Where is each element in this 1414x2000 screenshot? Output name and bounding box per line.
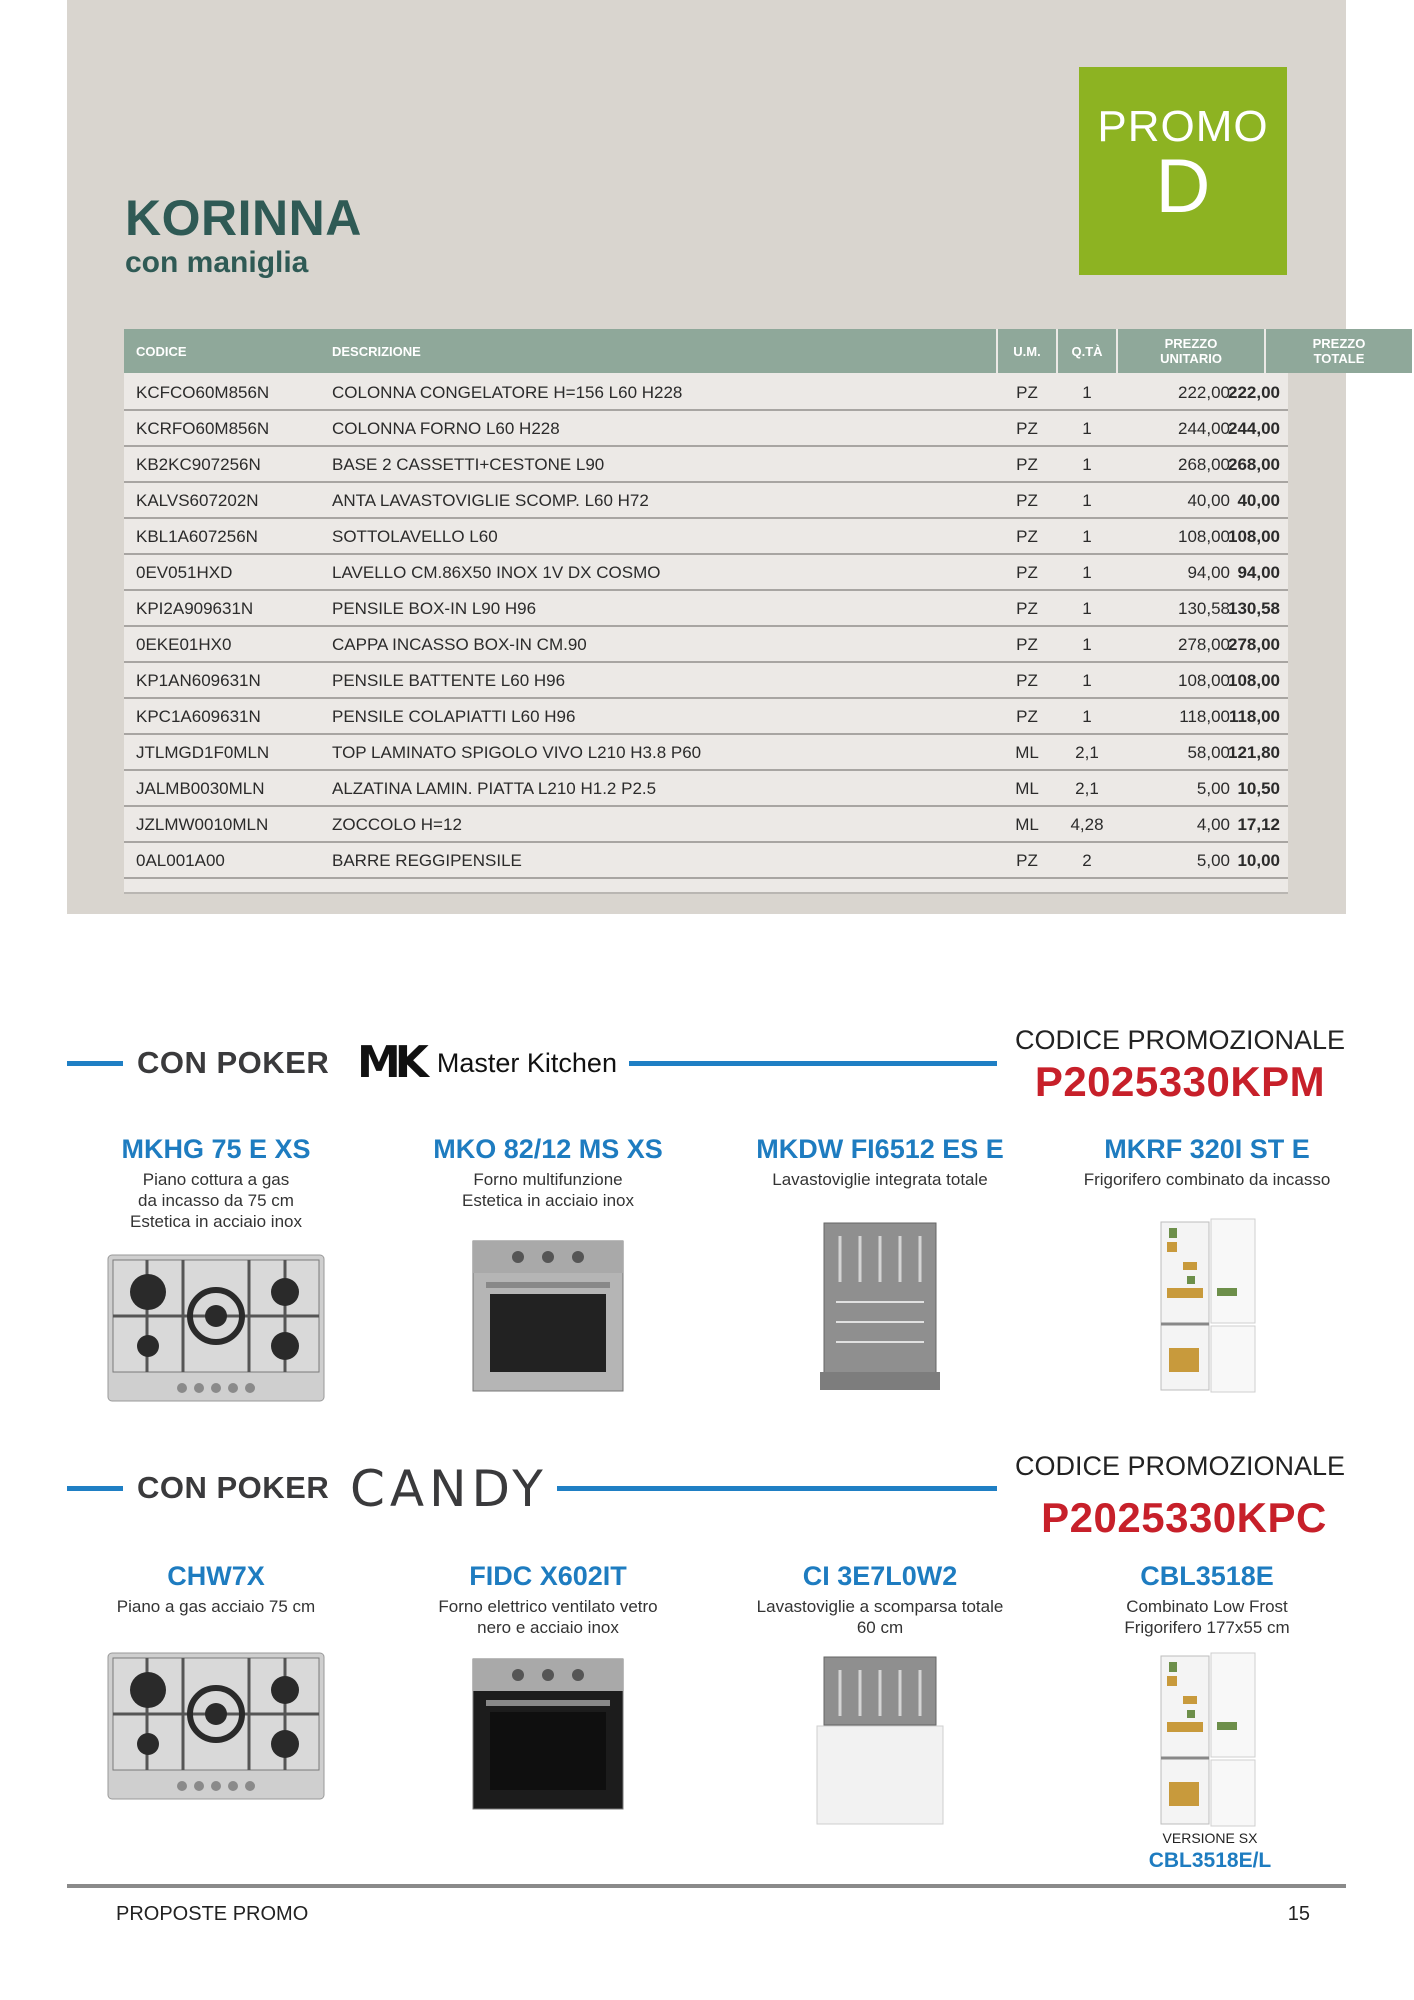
col-header-prezzo-unitario-label: PREZZO UNITARIO — [1160, 336, 1222, 366]
table-row — [124, 375, 1288, 411]
oven-icon — [472, 1240, 624, 1392]
cell-um: PZ — [1016, 851, 1038, 870]
cell-codice: KCRFO60M856N — [136, 419, 270, 438]
product-description — [61, 1596, 371, 1617]
cell-prezzo-unitario: 118,00 — [1179, 707, 1230, 726]
product-card — [393, 1560, 703, 1638]
cell-qta: 1 — [1082, 419, 1092, 438]
codice-label: CODICE PROMOZIONALE — [1014, 1025, 1346, 1055]
version-label: VERSIONE SX — [1162, 1830, 1258, 1846]
cell-qta: 1 — [1082, 671, 1092, 690]
product-description-line: Estetica in acciaio inox — [462, 1191, 634, 1210]
product-description-line: Lavastoviglie integrata totale — [772, 1170, 988, 1189]
cell-prezzo-unitario: 222,00 — [1178, 383, 1230, 402]
cell-qta: 1 — [1082, 563, 1092, 582]
cell-prezzo-unitario: 278,00 — [1178, 635, 1230, 654]
cell-prezzo-totale: 40,00 — [1237, 491, 1280, 510]
table-row — [124, 411, 1288, 447]
candy-logo: CANDY — [350, 1460, 548, 1518]
cell-codice: KALVS607202N — [136, 491, 259, 510]
mk-logo-icon: MK — [357, 1037, 423, 1088]
cell-descrizione: PENSILE BATTENTE L60 H96 — [332, 671, 566, 690]
cell-descrizione: ANTA LAVASTOVIGLIE SCOMP. L60 H72 — [332, 491, 649, 510]
page-subtitle: con maniglia — [125, 246, 309, 279]
cell-um: PZ — [1016, 527, 1038, 546]
cell-codice: 0AL001A00 — [136, 851, 225, 870]
product-card — [1052, 1560, 1362, 1638]
table-row — [124, 627, 1288, 663]
promo-letter: D — [1155, 144, 1211, 229]
product-description-line: Frigorifero 177x55 cm — [1124, 1618, 1290, 1637]
cell-codice: KPI2A909631N — [136, 599, 254, 618]
product-description — [725, 1596, 1035, 1638]
cell-descrizione: SOTTOLAVELLO L60 — [332, 527, 498, 546]
product-model: MKDW FI6512 ES E — [756, 1134, 1004, 1164]
master-kitchen-logo — [357, 1038, 617, 1088]
footer-section-title: PROPOSTE PROMO — [116, 1903, 309, 1925]
section-prefix: CON POKER — [137, 1045, 330, 1080]
cell-descrizione: PENSILE BOX-IN L90 H96 — [332, 599, 537, 618]
product-model: MKRF 320I ST E — [1104, 1134, 1310, 1164]
col-header-um: U.M. — [998, 329, 1056, 373]
cell-qta: 2,1 — [1075, 779, 1099, 798]
product-description-line: Forno elettrico ventilato vetro — [438, 1597, 658, 1616]
cell-descrizione: LAVELLO CM.86X50 INOX 1V DX COSMO — [332, 563, 661, 582]
product-model: CI 3E7L0W2 — [802, 1561, 958, 1591]
row-divider — [124, 877, 1288, 879]
cell-codice: 0EV051HXD — [136, 563, 233, 582]
cell-qta: 1 — [1082, 383, 1092, 402]
gas-hob-5-burner-icon — [107, 1254, 325, 1402]
cell-prezzo-totale: 10,50 — [1237, 779, 1280, 798]
cell-codice: KBL1A607256N — [136, 527, 258, 546]
cell-descrizione: BARRE REGGIPENSILE — [332, 851, 522, 870]
promo-badge — [1079, 67, 1287, 275]
section-rule-left — [67, 1061, 123, 1066]
product-model: FIDC X602IT — [469, 1561, 627, 1591]
cell-um: ML — [1015, 815, 1039, 834]
cell-prezzo-totale: 121,80 — [1228, 743, 1280, 762]
cell-prezzo-unitario: 94,00 — [1187, 563, 1230, 582]
cell-prezzo-totale: 17,12 — [1237, 815, 1280, 834]
cell-prezzo-totale: 118,00 — [1228, 707, 1280, 726]
version-sx — [1100, 1830, 1320, 1873]
cell-qta: 2 — [1082, 851, 1092, 870]
dishwasher-white-icon — [816, 1656, 944, 1826]
cell-codice: KPC1A609631N — [136, 707, 261, 726]
cell-um: PZ — [1016, 491, 1038, 510]
col-header-prezzo-totale — [1266, 329, 1412, 373]
col-header-prezzo-unitario — [1118, 329, 1264, 373]
cell-qta: 2,1 — [1075, 743, 1099, 762]
cell-prezzo-totale: 130,58 — [1228, 599, 1280, 618]
cell-descrizione: COLONNA CONGELATORE H=156 L60 H228 — [332, 383, 683, 402]
cell-prezzo-unitario: 5,00 — [1196, 779, 1230, 798]
cell-qta: 1 — [1082, 599, 1092, 618]
table-header — [124, 329, 1366, 373]
promo-word: PROMO — [1097, 102, 1269, 151]
product-model: CBL3518E — [1140, 1561, 1274, 1591]
product-card — [61, 1560, 371, 1617]
cell-um: PZ — [1016, 635, 1038, 654]
dishwasher-open-icon — [816, 1222, 944, 1392]
product-description-line: Forno multifunzione — [473, 1170, 623, 1189]
section-rule-right — [557, 1486, 997, 1491]
codice-value: P2025330KPM — [1034, 1058, 1326, 1105]
cell-qta: 1 — [1082, 527, 1092, 546]
table-row — [124, 663, 1288, 699]
cell-codice: 0EKE01HX0 — [136, 635, 232, 654]
section-rule-right — [629, 1061, 997, 1066]
cell-codice: KCFCO60M856N — [136, 383, 270, 402]
gas-hob-5-burner-icon — [107, 1652, 325, 1800]
table-row — [124, 555, 1288, 591]
cell-um: PZ — [1016, 707, 1038, 726]
brand-name: Master Kitchen — [436, 1048, 617, 1078]
product-description — [393, 1596, 703, 1638]
product-model: CHW7X — [167, 1561, 265, 1591]
table-row — [124, 807, 1288, 843]
cell-prezzo-totale: 278,00 — [1228, 635, 1280, 654]
col-header-prezzo-totale-label: PREZZO TOTALE — [1312, 336, 1366, 366]
cell-qta: 1 — [1082, 491, 1092, 510]
cell-prezzo-totale: 108,00 — [1228, 527, 1280, 546]
table-row — [124, 735, 1288, 771]
product-description-line: Lavastoviglie a scomparsa totale — [756, 1597, 1004, 1616]
cell-prezzo-unitario: 130,58 — [1178, 599, 1230, 618]
cell-prezzo-unitario: 4,00 — [1196, 815, 1230, 834]
product-description-line: Piano a gas acciaio 75 cm — [116, 1597, 316, 1616]
cell-um: PZ — [1016, 563, 1038, 582]
cell-prezzo-unitario: 108,00 — [1178, 671, 1230, 690]
product-model: MKO 82/12 MS XS — [433, 1134, 663, 1164]
cell-qta: 4,28 — [1070, 815, 1104, 834]
cell-codice: KP1AN609631N — [136, 671, 261, 690]
product-card — [393, 1133, 703, 1211]
product-card — [1052, 1133, 1362, 1190]
cell-codice: JZLMW0010MLN — [136, 815, 269, 834]
codice-label: CODICE PROMOZIONALE — [1014, 1451, 1346, 1481]
product-description — [1052, 1596, 1362, 1638]
product-description-line: Estetica in acciaio inox — [130, 1212, 302, 1231]
cell-descrizione: ZOCCOLO H=12 — [332, 815, 462, 834]
cell-qta: 1 — [1082, 707, 1092, 726]
product-card — [61, 1133, 371, 1232]
product-card — [725, 1133, 1035, 1190]
cell-prezzo-totale: 244,00 — [1228, 419, 1280, 438]
cell-descrizione: CAPPA INCASSO BOX-IN CM.90 — [332, 635, 587, 654]
cell-um: PZ — [1016, 419, 1038, 438]
cell-prezzo-unitario: 244,00 — [1178, 419, 1230, 438]
cell-prezzo-unitario: 268,00 — [1178, 455, 1230, 474]
cell-um: PZ — [1016, 671, 1038, 690]
product-description-line: Frigorifero combinato da incasso — [1083, 1170, 1331, 1189]
oven-black-icon — [472, 1658, 624, 1810]
cell-um: PZ — [1016, 455, 1038, 474]
col-header-descrizione: DESCRIZIONE — [320, 329, 996, 373]
cell-descrizione: COLONNA FORNO L60 H228 — [332, 419, 560, 438]
product-description-line: nero e acciaio inox — [477, 1618, 619, 1637]
footer-rule — [67, 1884, 1346, 1888]
cell-codice: JALMB0030MLN — [136, 779, 265, 798]
table-row — [124, 519, 1288, 555]
table-row — [124, 843, 1288, 879]
table-row — [124, 699, 1288, 735]
page-number: 15 — [1287, 1903, 1310, 1925]
col-header-codice: CODICE — [124, 329, 320, 373]
cell-prezzo-totale: 108,00 — [1228, 671, 1280, 690]
cell-prezzo-totale: 268,00 — [1228, 455, 1280, 474]
product-description — [1052, 1169, 1362, 1190]
product-model: MKHG 75 E XS — [121, 1134, 311, 1164]
cell-qta: 1 — [1082, 455, 1092, 474]
cell-um: PZ — [1016, 383, 1038, 402]
cell-codice: JTLMGD1F0MLN — [136, 743, 270, 762]
fridge-open-icon — [1157, 1218, 1257, 1394]
cell-um: ML — [1015, 779, 1039, 798]
product-description — [393, 1169, 703, 1211]
table-row — [124, 591, 1288, 627]
col-header-qta: Q.TÀ — [1058, 329, 1116, 373]
cell-prezzo-totale: 94,00 — [1237, 563, 1280, 582]
price-table — [124, 329, 1366, 894]
cell-prezzo-totale: 222,00 — [1228, 383, 1280, 402]
product-description-line: 60 cm — [856, 1618, 904, 1637]
cell-prezzo-totale: 10,00 — [1237, 851, 1280, 870]
codice-value: P2025330KPC — [1041, 1494, 1327, 1541]
cell-prezzo-unitario: 58,00 — [1187, 743, 1230, 762]
cell-prezzo-unitario: 108,00 — [1178, 527, 1230, 546]
cell-prezzo-unitario: 40,00 — [1187, 491, 1230, 510]
cell-um: PZ — [1016, 599, 1038, 618]
fridge-open-icon — [1157, 1652, 1257, 1828]
table-row — [124, 447, 1288, 483]
page-title: KORINNA — [125, 190, 362, 246]
product-description-line: Combinato Low Frost — [1126, 1597, 1288, 1616]
cell-codice: KB2KC907256N — [136, 455, 261, 474]
product-card — [725, 1560, 1035, 1638]
section-rule-left — [67, 1486, 123, 1491]
cell-um: ML — [1015, 743, 1039, 762]
cell-descrizione: TOP LAMINATO SPIGOLO VIVO L210 H3.8 P60 — [332, 743, 702, 762]
cell-descrizione: ALZATINA LAMIN. PIATTA L210 H1.2 P2.5 — [332, 779, 657, 798]
table-row — [124, 771, 1288, 807]
cell-descrizione: PENSILE COLAPIATTI L60 H96 — [332, 707, 576, 726]
product-description — [61, 1169, 371, 1232]
section-prefix: CON POKER — [137, 1470, 330, 1505]
cell-prezzo-unitario: 5,00 — [1196, 851, 1230, 870]
product-description — [725, 1169, 1035, 1190]
product-description-line: Piano cottura a gas — [142, 1170, 290, 1189]
table-row — [124, 483, 1288, 519]
cell-qta: 1 — [1082, 635, 1092, 654]
product-description-line: da incasso da 75 cm — [138, 1191, 294, 1210]
cell-descrizione: BASE 2 CASSETTI+CESTONE L90 — [332, 455, 605, 474]
version-code: CBL3518E/L — [1148, 1849, 1272, 1872]
